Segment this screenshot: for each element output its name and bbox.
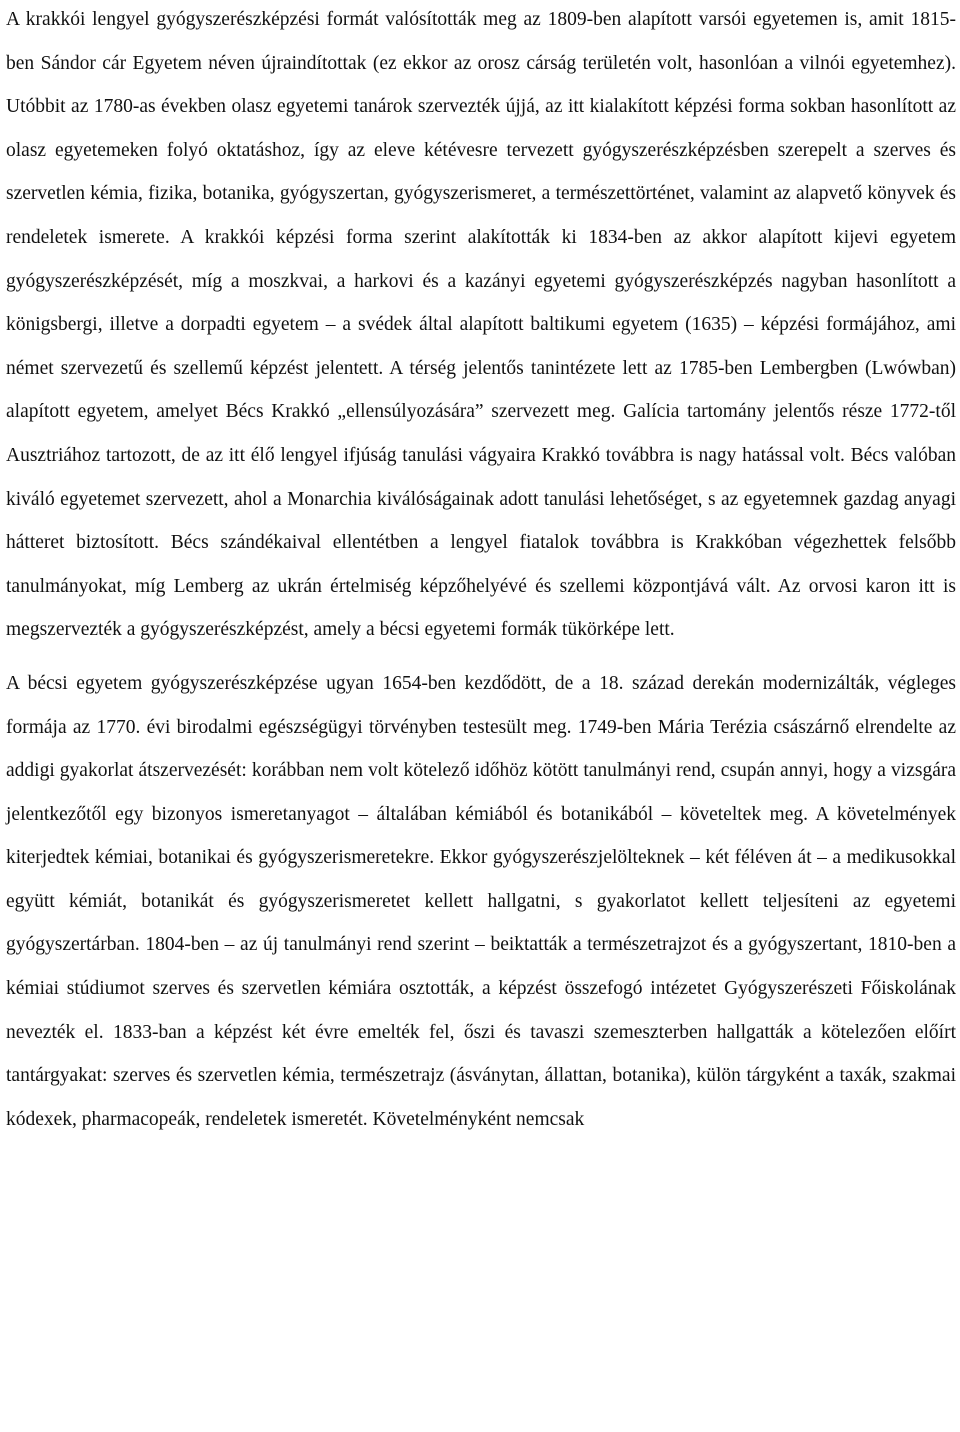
document-page	[6, 0, 956, 1141]
paragraph-eastern-european-pharmacy-education: A krakkói lengyel gyógyszerészképzési formát valósították meg az 1809-ben alapított varsói egyetemen is, amit 1815-ben Sándor cár Egyetem néven újraindítottak (ez ekkor az orosz cárság területén volt, hasonlóan a vilnói egyetemhez). Utóbbit az 1780-as években olasz egyetemi tanárok szervezték újjá, az itt kialakított képzési forma sokban hasonlított az olasz egyetemeken folyó oktatáshoz, így az eleve kétévesre tervezett gyógyszerészképzésben szerepelt a szerves és szervetlen kémia, fizika, botanika, gyógyszertan, gyógyszerismeret, a természettörténet, valamint az alapvető könyvek és rendeletek ismerete. A krakkói képzési forma szerint alakították ki 1834-ben az akkor alapított kijevi egyetem gyógyszerészképzését, míg a moszkvai, a harkovi és a kazányi egyetemi gyógyszerészképzés nagyban hasonlított a königsbergi, illetve a dorpadti egyetem – a svédek által alapított baltikumi egyetem (1635) – képzési formájához, ami német szervezetű és szellemű képzést jelentett. A térség jelentős tanintézete lett az 1785-ben Lembergben (Lwówban) alapított egyetem, amelyet Bécs Krakkó „ellensúlyozására” szervezett meg. Galícia tartomány jelentős része 1772-től Ausztriához tartozott, de az itt élő lengyel ifjúság tanulási vágyaira Krakkó továbbra is nagy hatással volt. Bécs valóban kiváló egyetemet szervezett, ahol a Monarchia kiválóságainak adott tanulási lehetőséget, s az egyetemnek gazdag anyagi hátteret biztosított. Bécs szándékaival ellentétben a lengyel fiatalok továbbra is Krakkóban végezhettek felsőbb tanulmányokat, míg Lemberg az ukrán értelmiség képzőhelyévé és szellemi központjává vált. Az orvosi karon itt is megszervezték a gyógyszerészképzést, amely a bécsi egyetemi formák tükörképe lett.	[6, 9, 956, 641]
paragraph-vienna-pharmacy-education: A bécsi egyetem gyógyszerészképzése ugyan 1654-ben kezdődött, de a 18. század derekán modernizálták, végleges formája az 1770. évi birodalmi egészségügyi törvényben testesült meg. 1749-ben Mária Terézia császárnő elrendelte az addigi gyakorlat átszervezését: korábban nem volt kötelező időhöz kötött tanulmányi rend, csupán annyi, hogy a vizsgára jelentkezőtől egy bizonyos ismeretanyagot – általában kémiából és botanikából – követeltek meg. A követelmények kiterjedtek kémiai, botanikai és gyógyszerismeretekre. Ekkor gyógyszerészjelölteknek – két féléven át – a medikusokkal együtt kémiát, botanikát és gyógyszerismeretet kellett hallgatni, s gyakorlatot kellett teljesíteni az egyetemi gyógyszertárban. 1804-ben – az új tanulmányi rend szerint – beiktatták a természetrajzot és a gyógyszertant, 1810-ben a kémiai stúdiumot szerves és szervetlen kémiára osztották, a képzést összefogó intézetet Gyógyszerészeti Főiskolának nevezték el. 1833-ban a képzést két évre emelték fel, őszi és tavaszi szemeszterben hallgatták a kötelezően előírt tantárgyakat: szerves és szervetlen kémia, természetrajz (ásványtan, állattan, botanika), külön tárgyként a taxák, szakmai kódexek, pharmacopeák, rendeletek ismeretét. Követelményként nemcsak	[6, 672, 956, 1130]
